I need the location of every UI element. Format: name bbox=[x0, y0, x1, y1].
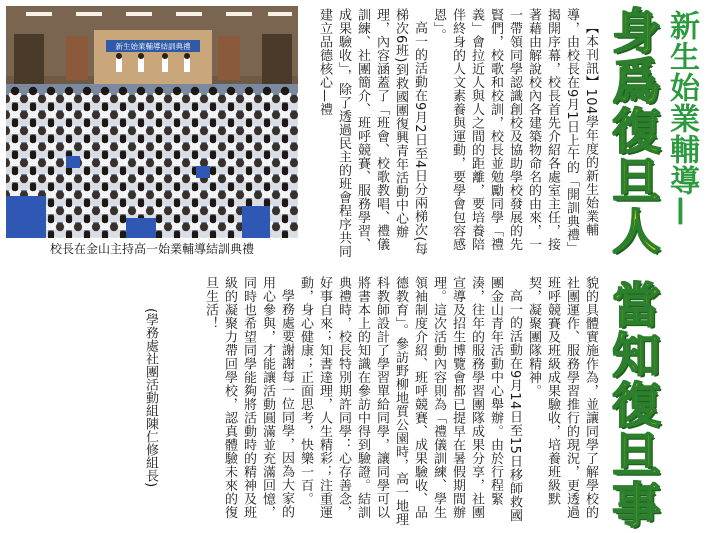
headline-line-2: 當知復旦事 bbox=[604, 280, 660, 530]
author-credit: (學務處社團活動組陳仁修組長) bbox=[143, 308, 158, 488]
photo-caption: 校長在金山主持高一始業輔導結訓典禮 bbox=[49, 242, 254, 256]
headline-kicker: 新生始業輔導— bbox=[664, 10, 699, 227]
article-paragraph: 學務處要謝謝每一位同學，因為大家的用心參與，才能讓活動圓滿並充滿回憶，同時也希望同學能夠將活動時的精神及班級的凝聚力帶回學校，認真體驗未來的復旦生活！ bbox=[203, 276, 294, 519]
headline-line-1: 身爲復旦人 bbox=[604, 6, 660, 256]
article-block-2 bbox=[158, 276, 600, 528]
stage-banner-text: 新生始業輔導結訓典禮 bbox=[115, 42, 191, 51]
article-paragraph: 高一的活動在9月2日至4日分兩梯次(每梯次6班)到救國團復興青年活動中心辦理，內容涵蓋了「班會、校歌教唱、禮儀訓練、社團簡介、班呼競賽、服務學習、成果驗收」，除了透過民主的班會程序共同建立品德核心—禮 bbox=[317, 8, 427, 258]
article-paragraph: 高一的活動在9月14日至15日移師救國團金山青年活動中心舉辦。由於行程緊湊，往年的服務學習團隊成果分享，社團宣導及招生博覽會都已提早在暑假期間辦理。這次活動內容則為「禮儀訓練、學生領袖制度介紹、班呼競賽、成果驗收、品德教育」。參訪野柳地質公園時，高一地理科教師設計了學習單給同學，讓同學可以將書本上的知識在參訪中得到驗證。結訓典禮時，校長特別期許同學：心存善念，好事自來；知書達理，人生精彩；注重運動，身心健康；正面思考，快樂一百。 bbox=[298, 276, 522, 526]
event-photo bbox=[6, 6, 298, 238]
article-block-1 bbox=[300, 8, 600, 263]
article-paragraph: 貌的具體實施作為，並讓同學了解學校的社團運作、服務學習推行的現況，更透過班呼競賽及班級成果驗收，培養班級默契，凝聚團隊精神。 bbox=[526, 276, 598, 519]
auditorium-illustration bbox=[6, 6, 298, 238]
article-paragraph: 【本刊訊】104學年度的新生始業輔導，由校長在9月1日上午的「開訓典禮」揭開序幕，校長首先介紹各處室主任，接著藉由解說校內各建築物命名的由來，一一帶領同學認識創校及協助學校發展的先賢們，校歌和校訓，校長並勉勵同學「禮義」會拉近人與人之間的距離，要培養陪伴終身的人文素養與運動，要學會包容感恩」。 bbox=[431, 8, 598, 256]
